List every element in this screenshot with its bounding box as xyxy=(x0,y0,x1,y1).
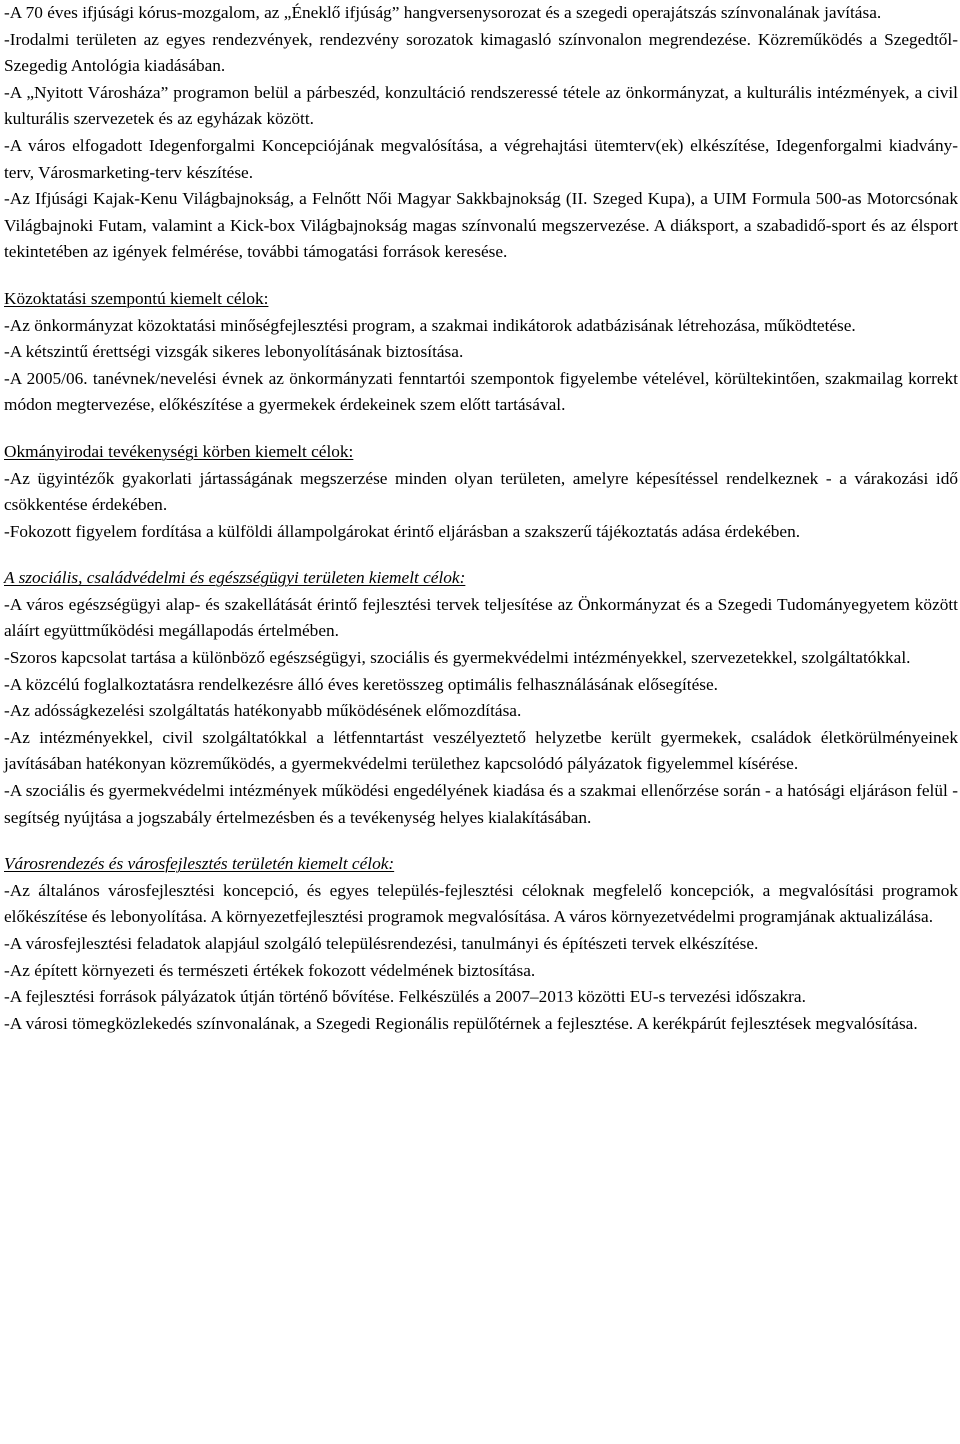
section-item: -A 2005/06. tanévnek/nevelési évnek az önkormányzati fenntartói szempontok figyelembe vételével, körültekintően, szakmailag korrekt módon megtervezése, előkészítése a gyermekek érdekeinek szem előtt tartásával. xyxy=(4,368,958,415)
intro-block xyxy=(4,0,958,266)
intro-paragraph: -Irodalmi területen az egyes rendezvények, rendezvény sorozatok kimagasló színvonalon megrendezése. Közreműködés a Szegedtől-Szegedig Antológia kiadásában. xyxy=(4,29,958,76)
section-gap xyxy=(4,266,958,286)
section-item: -A város egészségügyi alap- és szakellátását érintő fejlesztési tervek teljesítése az Önkormányzat és a Szegedi Tudományegyetem között aláírt együttműködési megállapodás értelmében. xyxy=(4,594,958,641)
intro-paragraph: -A 70 éves ifjúsági kórus-mozgalom, az „Éneklő ifjúság” hangversenysorozat és a szegedi operajátszás színvonalának javítása. xyxy=(4,3,882,22)
section-okmanyiroda xyxy=(4,439,958,545)
section-heading: A szociális, családvédelmi és egészségügyi területen kiemelt célok: xyxy=(4,568,466,588)
section-item: -Az adósságkezelési szolgáltatás hatékonyabb működésének előmozdítása. xyxy=(4,701,522,721)
section-item: -Szoros kapcsolat tartása a különböző egészségügyi, szociális és gyermekvédelmi intézményekkel, szervezetekkel, szolgáltatókkal. xyxy=(4,648,911,668)
section-heading: Okmányirodai tevékenységi körben kiemelt célok: xyxy=(4,441,354,461)
section-varosrendezes xyxy=(4,851,958,1037)
section-item: -Az épített környezeti és természeti értékek fokozott védelmének biztosítása. xyxy=(4,960,536,980)
section-item: -A fejlesztési források pályázatok útján történő bővítése. Felkészülés a 2007–2013 közötti EU-s tervezési időszakra. xyxy=(4,987,806,1007)
section-item: -Az ügyintézők gyakorlati jártasságának megszerzése minden olyan területen, amelyre képesítéssel rendelkeznek - a várakozási idő csökkentése érdekében. xyxy=(4,468,958,515)
section-gap xyxy=(4,831,958,851)
intro-paragraph: -A „Nyitott Városháza” programon belül a párbeszéd, konzultáció rendszeressé tétele az önkormányzat, a kulturális intézmények, a civil kulturális szervezetek és az egyházak között. xyxy=(4,82,958,129)
section-szocialis xyxy=(4,565,958,831)
section-item: -Az intézményekkel, civil szolgáltatókkal a létfenntartást veszélyeztető helyzetbe került gyermekek, családok életkörülményeinek javításában hatékonyan közreműködés, a gyermekvédelmi területhez kapcsolódó pályázatok figyelemmel kísérése. xyxy=(4,727,958,774)
section-item: -A szociális és gyermekvédelmi intézmények működési engedélyének kiadása és a szakmai ellenőrzése során - a hatósági eljáráson felül - segítség nyújtása a jogszabály értelmezésben és a tevékenység helyes kialakításában. xyxy=(4,781,958,827)
section-item: -Fokozott figyelem fordítása a külföldi állampolgárokat érintő eljárásban a szakszerű tájékoztatás adása érdekében. xyxy=(4,521,801,541)
section-item: -Az általános városfejlesztési koncepció, és egyes település-fejlesztési céloknak megfelelő koncepciók, a megvalósítási programok előkészítése és lebonyolítása. A környezetfejlesztési programok megvalósítása. A város környezetvédelmi programjának aktualizálása. xyxy=(4,880,958,927)
intro-paragraph: -A város elfogadott Idegenforgalmi Koncepciójának megvalósítása, a végrehajtási ütemterv(ek) elkészítése, Idegenforgalmi kiadvány-terv, Városmarketing-terv készítése. xyxy=(4,135,958,182)
section-item: -Az önkormányzat közoktatási minőségfejlesztési program, a szakmai indikátorok adatbázisának létrehozása, működtetése. xyxy=(4,315,856,335)
section-item: -A városi tömegközlekedés színvonalának, a Szegedi Regionális repülőtérnek a fejlesztése. A kerékpárút fejlesztések megvalósítása. xyxy=(4,1013,918,1033)
intro-paragraph: -Az Ifjúsági Kajak-Kenu Világbajnokság, a Felnőtt Női Magyar Sakkbajnokság (II. Szeged Kupa), a UIM Formula 500-as Motorcsónak Világbajnoki Futam, valamint a Kick-box Világbajnokság magas színvonalú megszervezése. A diáksport, a szabadidő-sport és az élsport tekintetében az igények felmérése, további támogatási források keresése. xyxy=(4,189,958,262)
section-gap xyxy=(4,545,958,565)
section-kozoktatas xyxy=(4,286,958,419)
section-gap xyxy=(4,419,958,439)
section-item: -A kétszintű érettségi vizsgák sikeres lebonyolításának biztosítása. xyxy=(4,342,464,362)
section-heading: Közoktatási szempontú kiemelt célok: xyxy=(4,288,269,308)
section-heading: Városrendezés és városfejlesztés területén kiemelt célok: xyxy=(4,854,395,874)
section-item: -A városfejlesztési feladatok alapjául szolgáló településrendezési, tanulmányi és építészeti tervek elkészítése. xyxy=(4,934,759,953)
section-item: -A közcélú foglalkoztatásra rendelkezésre álló éves keretösszeg optimális felhasználásának elősegítése. xyxy=(4,674,718,694)
